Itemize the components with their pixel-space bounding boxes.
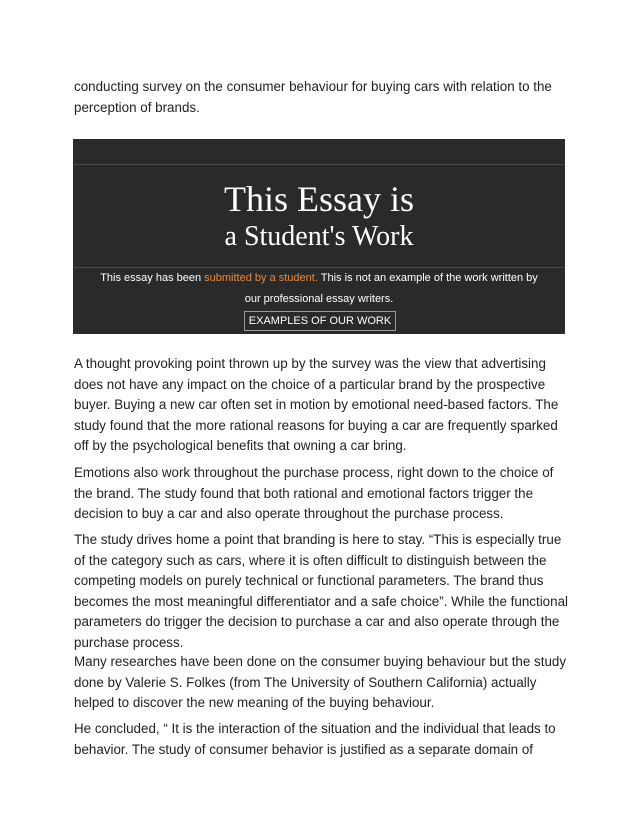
banner-title-line1: This Essay is <box>223 179 414 219</box>
student-work-banner <box>73 139 565 334</box>
examples-of-our-work-button[interactable]: EXAMPLES OF OUR WORK <box>244 311 396 331</box>
banner-notice <box>73 267 565 310</box>
submitted-by-student-link[interactable]: submitted by a student. <box>204 272 318 284</box>
banner-divider-top <box>73 164 565 165</box>
body-paragraph: The study drives home a point that branding is here to stay. “This is especially true of the category such as cars, where it is often difficult to distinguish between the competing models on purely technical or functional parameters. The brand thus becomes the most meaningful differentiator and a safe choice”. While the functional parameters do trigger the decision to purchase a car and also operate through the purchase process. <box>74 532 568 650</box>
body-paragraph: A thought provoking point thrown up by the survey was the view that advertising does not have any impact on the choice of a particular brand by the prospective buyer. Buying a new car often set in motion by emotional need-based factors. The study found that the more rational reasons for buying a car are frequently sparked off by the psychological benefits that owning a car bring. <box>74 356 559 454</box>
notice-text-before: This essay has been <box>100 272 205 284</box>
body-paragraph: He concluded, “ It is the interaction of the situation and the individual that leads to behavior. The study of consumer behavior is justified as a separate domain of <box>74 721 556 757</box>
notice-line-2: our professional essay writers. <box>244 293 394 305</box>
body-paragraph: Many researches have been done on the consumer buying behaviour but the study done by Valerie S. Folkes (from The University of Southern California) actually helped to discover the new meaning of the buying behaviour. <box>74 654 567 711</box>
intro-paragraph: conducting survey on the consumer behaviour for buying cars with relation to the perception of brands. <box>74 79 552 115</box>
notice-line-1 <box>73 268 565 289</box>
banner-title-line2: a Student's Work <box>224 221 414 252</box>
notice-text-after: This is not an example of the work written by <box>317 272 538 284</box>
body-paragraph: Emotions also work throughout the purchase process, right down to the choice of the brand. The study found that both rational and emotional factors trigger the decision to buy a car and also operate throughout the purchase process. <box>74 465 554 522</box>
